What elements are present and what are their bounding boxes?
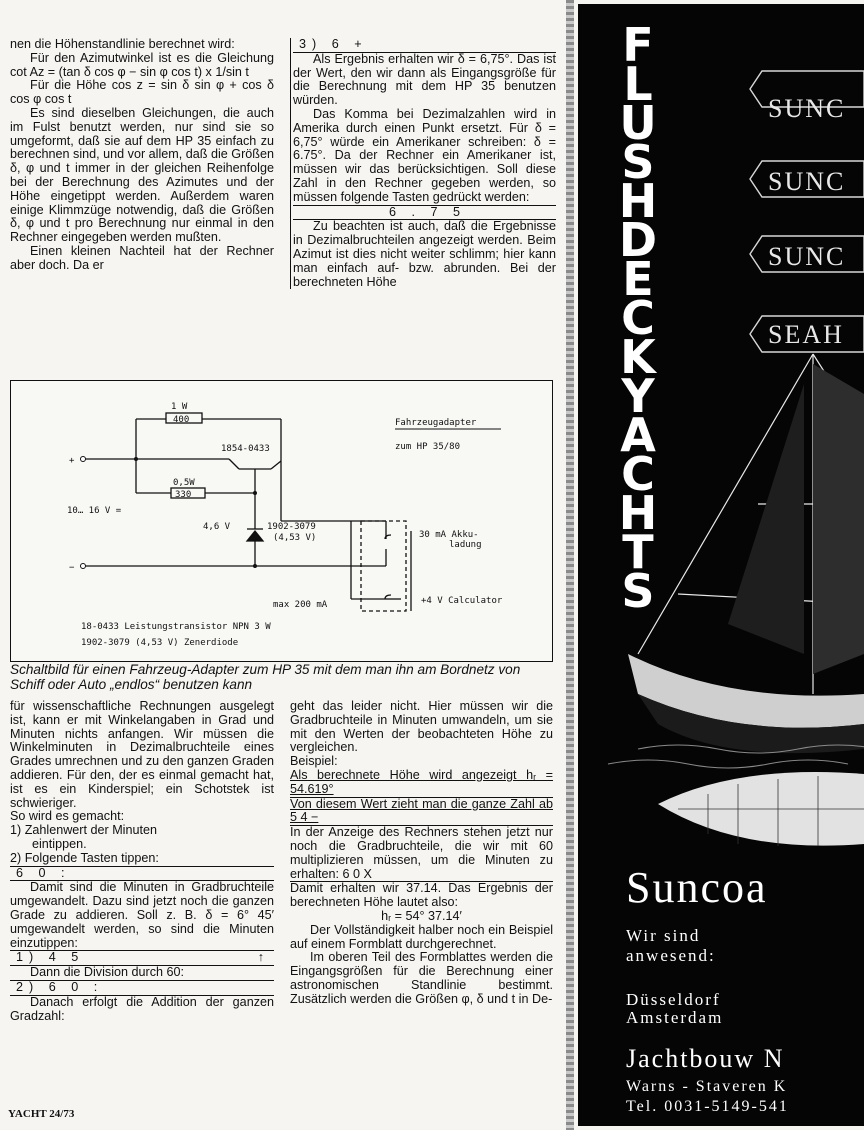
label-zener-2: (4,53 V)	[273, 533, 317, 543]
advertisement	[578, 4, 864, 1126]
ad-vertical-title: FLUSHDECK YACHTS	[618, 18, 658, 618]
column-d	[290, 700, 553, 1007]
ad-city-1: Düsseldorf	[626, 990, 721, 1009]
list-heading: Beispiel:	[290, 754, 338, 769]
ad-text-1: Wir sind	[626, 926, 701, 945]
legend-line-1: 18-0433 Leistungstransistor NPN 3 W	[81, 622, 271, 632]
label-r1: 1 W	[171, 402, 188, 412]
key-sequence: 6 0 :	[10, 866, 274, 882]
key-sequence: 3) 6 +	[293, 38, 556, 53]
example-line: Als berechnete Höhe wird angezeigt hᵣ = 54.619°	[290, 767, 553, 796]
label-output-2: +4 V Calculator	[421, 596, 503, 606]
ad-city-2: Amsterdam	[626, 1008, 724, 1027]
column-c	[10, 700, 274, 1023]
paragraph: Es sind dieselben Gleichungen, die auch im Fulst benutzt werden, nur sind sie so umgeformt, daß sie auf dem HP 35 einfach zu berechnen sind, und vor allem, daß die Größen δ, φ und t immer in der gleichen Reihenfolge bei der Berechnung des Azimutes und der Höhe eingetippt werden. Außerdem waren einige Klimmzüge notwendig, daß die Größen δ, φ und t pro Berechnung nur einmal in den Rechner eingegeben werden mußten.	[10, 105, 274, 245]
paragraph: Zu beachten ist auch, daß die Ergebnisse in Dezimalbruchteilen angezeigt werden. Beim Azimut ist dies nicht weiter schlimm; hier kann man einfach auf- bzw. abrunden. Bei der berechneten Höhe	[293, 219, 556, 289]
list-item: 1) Zahlenwert der Minuten	[10, 823, 157, 838]
key-sequence	[10, 950, 274, 966]
column-b	[290, 38, 556, 289]
ad-text-2: anwesend:	[626, 946, 716, 965]
figure-subtitle: zum HP 35/80	[395, 442, 461, 452]
list-item-cont: eintippen.	[32, 836, 87, 851]
label-r1-value: 400	[173, 415, 190, 425]
label-output-1: 30 mA Akku-	[419, 530, 479, 540]
figure-caption: Schaltbild für einen Fahrzeug-Adapter zum HP 35 mit dem man ihn am Bordnetz von Schiff oder Auto „endlos“ benutzen kann	[10, 662, 521, 692]
paragraph: Damit erhalten wir 37.14. Das Ergebnis der berechneten Höhe lautet also:	[290, 881, 553, 910]
example-line: Von diesem Wert zieht man die ganze Zahl ab 5 4 −	[290, 796, 553, 825]
ad-plate-4: SEAH	[768, 320, 844, 349]
circuit-diagram	[11, 381, 552, 661]
label-output-1b: ladung	[449, 540, 482, 550]
ad-yard: Jachtbouw N	[626, 1044, 785, 1073]
paragraph: Der Vollständigkeit halber noch ein Beispiel auf einem Formblatt durchgerechnet.	[290, 922, 553, 951]
paragraph: Einen kleinen Nachteil hat der Rechner aber doch. Da er	[10, 243, 274, 272]
paragraph: Danach erfolgt die Addition der ganzen Gradzahl:	[10, 994, 274, 1023]
list-item: 2) Folgende Tasten tippen:	[10, 850, 159, 865]
ad-brand: Suncoa	[626, 863, 768, 912]
paragraph: Damit sind die Minuten in Gradbruchteile umgewandelt. Dazu sind jetzt noch die ganzen Grade zu addieren. Soll z. B. δ = 6° 45′ umgewandelt werden, so sind die Minuten einzutippen:	[10, 880, 274, 950]
circuit-figure	[10, 380, 553, 662]
result-line: hᵣ = 54° 37.14′	[381, 908, 462, 923]
paragraph: Dann die Division durch 60:	[30, 965, 185, 980]
key-sequence: 2) 6 0 :	[10, 980, 274, 996]
key-sequence-text: 1) 4 5	[16, 950, 85, 965]
key-sequence: 6 . 7 5	[293, 205, 556, 221]
legend-line-2: 1902-3079 (4,53 V) Zenerdiode	[81, 638, 239, 648]
paragraph: Für den Azimutwinkel ist es die Gleichung cot Az = (tan δ cos φ − sin φ cos t) x 1/sin t	[10, 50, 274, 79]
label-r2-value: 330	[175, 490, 192, 500]
paragraph: für wissenschaftliche Rechnungen ausgelegt ist, kann er mit Winkelangaben in Grad und Minuten nichts anfangen. Wir müssen die Winkelminuten in Dezimalbruchteile eines Grades umrechnen und zu den ganzen Graden addieren. Für den, der es einmal gemacht hat, ist es ein Kinderspiel; ein Schotstek ist schwieriger.	[10, 699, 274, 810]
label-max-current: max 200 mA	[273, 600, 328, 610]
label-r2: 0,5W	[173, 478, 195, 488]
paragraph: nen die Höhenstandlinie berechnet wird:	[10, 37, 235, 51]
label-zener-voltage: 4,6 V	[203, 522, 231, 532]
ad-telephone: Tel. 0031-5149-541	[626, 1098, 789, 1115]
ad-plate-2: SUNC	[768, 167, 846, 196]
list-heading: So wird es gemacht:	[10, 809, 125, 824]
ad-plate-1: SUNC	[768, 94, 846, 123]
ad-plate-3: SUNC	[768, 242, 846, 271]
label-plus: +	[69, 456, 75, 466]
figure-title: Fahrzeugadapter	[395, 418, 477, 428]
paragraph: Für die Höhe cos z = sin δ sin φ + cos δ cos φ cos t	[10, 78, 274, 107]
page-footer: YACHT 24/73	[8, 1108, 75, 1120]
ad-address: Warns - Staveren K	[626, 1078, 788, 1095]
paragraph: In der Anzeige des Rechners stehen jetzt nur noch die Gradbruchteile, die wir mit 60 multiplizieren müssen, um die Minuten zu erhalten: 6 0 X	[290, 825, 553, 881]
label-transistor: 1854-0433	[221, 444, 270, 454]
column-a	[10, 38, 274, 273]
arrow-icon: ↑	[257, 950, 270, 965]
paragraph: Im oberen Teil des Formblattes werden die Eingangsgrößen für die Berechnung einer astronomischen Standlinie bestimmt. Zusätzlich werden die Größen φ, δ und t in De-	[290, 950, 553, 1006]
paragraph: Als Ergebnis erhalten wir δ = 6,75°. Das ist der Wert, den wir dann als Eingangsgröße für die Berechnung mit dem HP 35 benutzen würden.	[293, 51, 556, 108]
label-input-voltage: 10… 16 V =	[67, 506, 122, 516]
paragraph: Das Komma bei Dezimalzahlen wird in Amerika durch einen Punkt ersetzt. Für δ = 6,75° würde ein Amerikaner schreiben: δ = 6.75°. Da der Rechner ein Amerikaner ist, müssen wir das berücksichtigen. Soll diese Zahl in den Rechner gegeben werden, so müssen folgende Tasten gedrückt werden:	[293, 106, 556, 204]
paragraph: geht das leider nicht. Hier müssen wir die Gradbruchteile in Minuten umwandeln, um sie mit den Werten der beobachteten Höhe zu vergleichen.	[290, 699, 553, 755]
column-divider	[566, 0, 574, 1130]
label-zener: 1902-3079	[267, 522, 316, 532]
label-minus: −	[69, 563, 75, 573]
